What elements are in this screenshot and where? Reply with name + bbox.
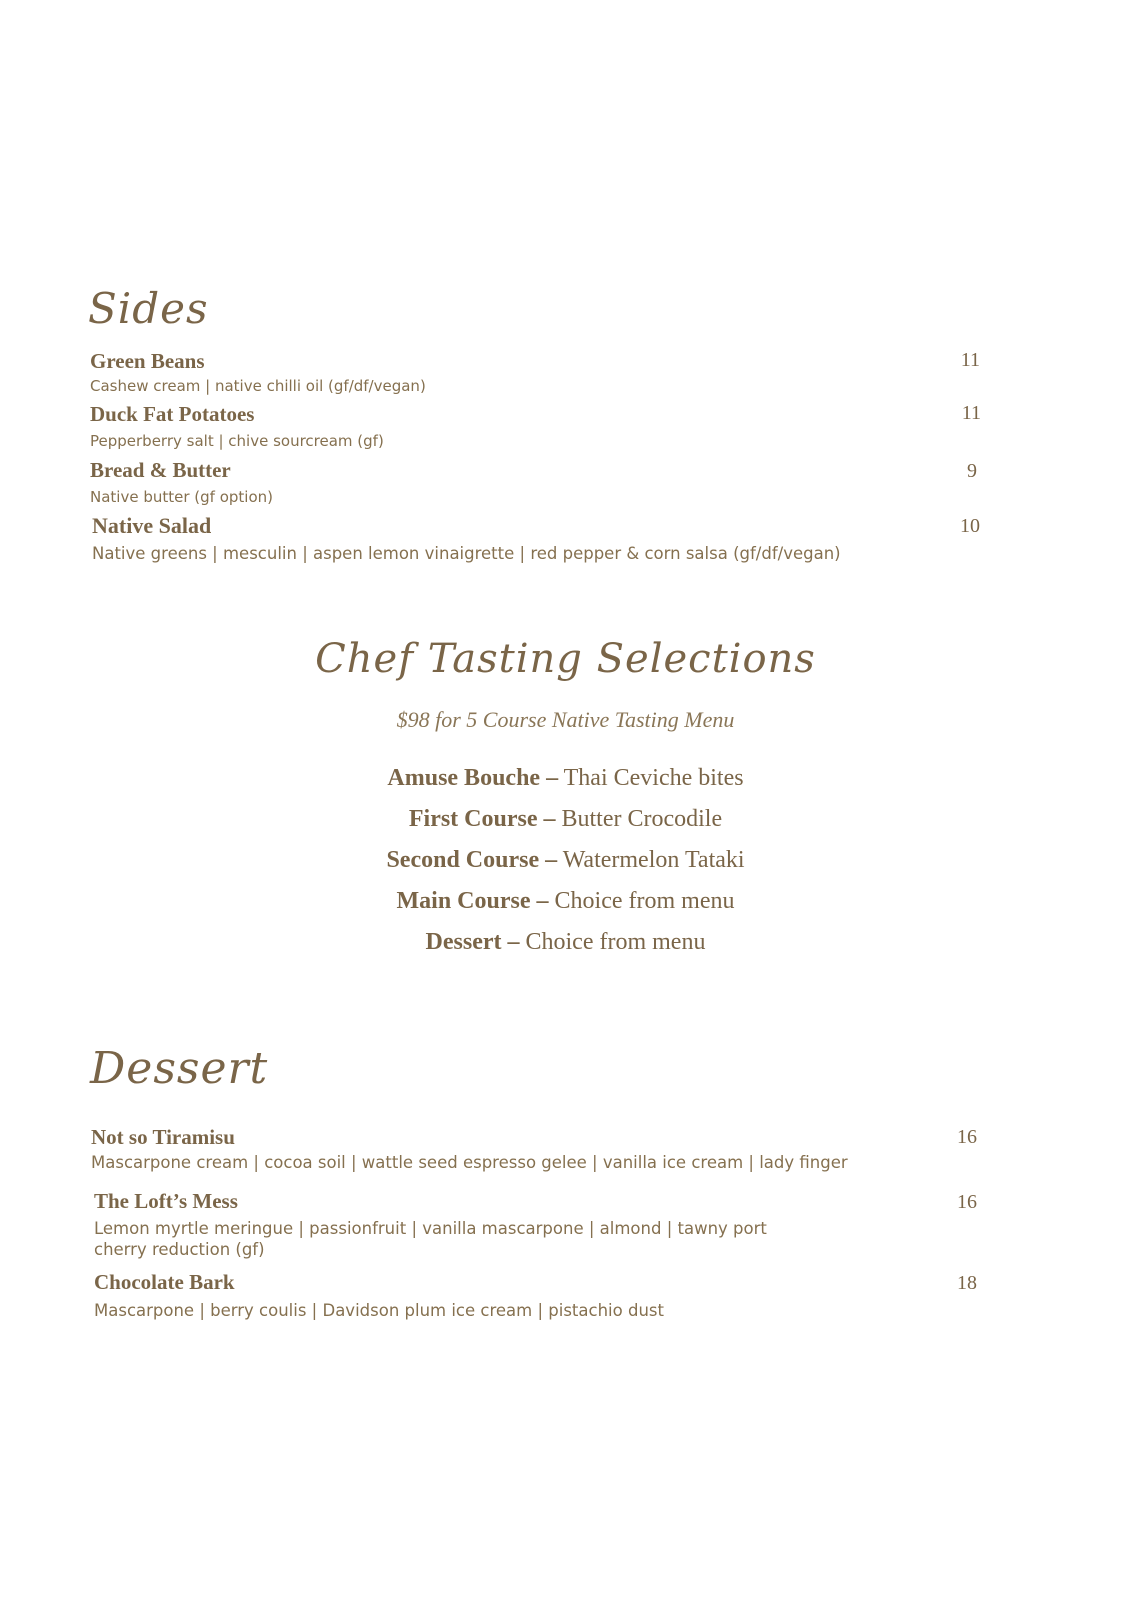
course-label: First Course: [408, 806, 538, 832]
tasting-heading: Chef Tasting Selections: [315, 636, 816, 682]
course-line-first-course: [0, 806, 1131, 833]
dessert-heading: Dessert: [90, 1043, 269, 1094]
item-description: Mascarpone cream | cocoa soil | wattle seed espresso gelee | vanilla ice cream | lady finger: [91, 1153, 848, 1172]
item-description: Native butter (gf option): [90, 488, 273, 506]
course-dish: Choice from menu: [525, 929, 706, 955]
course-line-dessert: [0, 929, 1131, 956]
course-line-amuse-bouche: [0, 765, 1131, 792]
item-price: 11: [961, 402, 981, 424]
item-price: 11: [960, 349, 980, 371]
item-price: 16: [957, 1191, 977, 1213]
item-description: Cashew cream | native chilli oil (gf/df/vegan): [90, 377, 426, 395]
item-description: Native greens | mesculin | aspen lemon vinaigrette | red pepper & corn salsa (gf/df/vegan): [92, 544, 841, 563]
item-name: Green Beans: [90, 349, 205, 373]
item-name: The Loft’s Mess: [94, 1189, 238, 1213]
course-dash: –: [543, 806, 556, 832]
item-price: 18: [957, 1272, 977, 1294]
course-label: Dessert: [425, 929, 502, 955]
item-name: Native Salad: [92, 513, 212, 538]
item-price: 16: [957, 1126, 977, 1148]
item-name: Not so Tiramisu: [91, 1125, 235, 1149]
course-dash: –: [546, 765, 559, 791]
course-line-second-course: [0, 847, 1131, 874]
course-dash: –: [507, 929, 520, 955]
item-description: Mascarpone | berry coulis | Davidson plum ice cream | pistachio dust: [94, 1301, 664, 1320]
course-dash: –: [545, 847, 558, 873]
course-label: Main Course: [396, 888, 531, 914]
course-label: Amuse Bouche: [387, 765, 541, 791]
item-description: Pepperberry salt | chive sourcream (gf): [90, 432, 384, 450]
item-price: 10: [960, 515, 980, 537]
course-dish: Choice from menu: [554, 888, 735, 914]
item-description: Lemon myrtle meringue | passionfruit | vanilla mascarpone | almond | tawny port cherry reduction (gf): [94, 1219, 767, 1259]
course-dish: Butter Crocodile: [561, 806, 723, 832]
course-dish: Thai Ceviche bites: [563, 765, 744, 791]
item-name: Bread & Butter: [90, 458, 231, 482]
sides-heading: Sides: [88, 284, 209, 333]
course-line-main-course: [0, 888, 1131, 915]
tasting-subtitle: $98 for 5 Course Native Tasting Menu: [396, 707, 735, 732]
item-price: 9: [967, 460, 977, 482]
course-label: Second Course: [386, 847, 540, 873]
course-dish: Watermelon Tataki: [562, 847, 745, 873]
course-dash: –: [536, 888, 549, 914]
item-name: Duck Fat Potatoes: [90, 402, 255, 426]
item-name: Chocolate Bark: [94, 1270, 235, 1294]
